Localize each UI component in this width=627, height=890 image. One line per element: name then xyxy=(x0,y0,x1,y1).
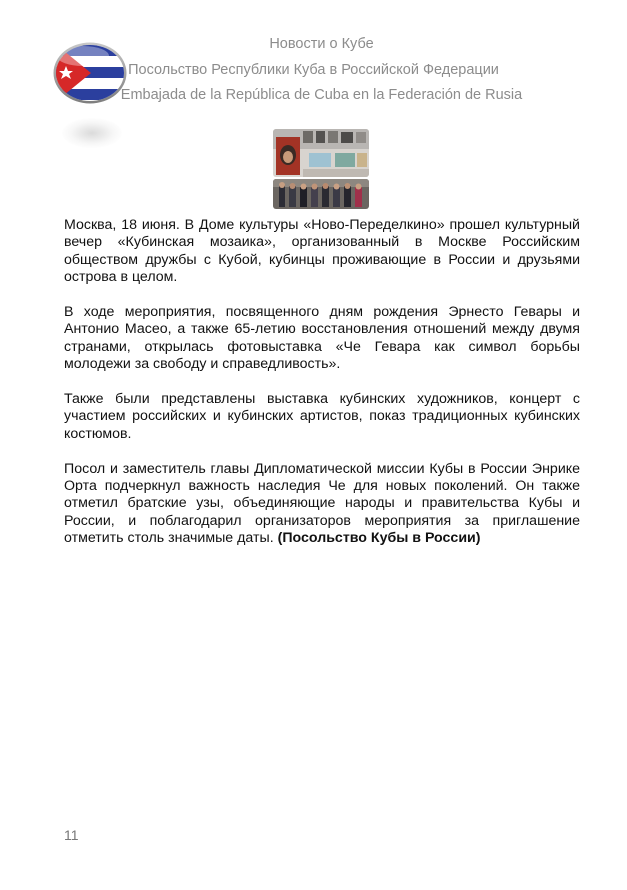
article-paragraph-3: Также были представлены выставка кубинских художников, концерт с участием российских и кубинских артистов, показ традиционных кубинских костюмов. xyxy=(64,391,580,442)
header-title: Новости о Кубе xyxy=(269,36,374,52)
page-number: 11 xyxy=(64,827,79,843)
exhibition-photo xyxy=(273,129,369,177)
article-paragraph-4 xyxy=(64,461,580,548)
article-body xyxy=(64,217,580,565)
header-embassy-ru: Посольство Республики Куба в Российской Федерации xyxy=(128,62,499,78)
logo-shadow xyxy=(62,118,122,148)
article-source: (Посольство Кубы в России) xyxy=(277,530,481,547)
header-embassy-es: Embajada de la República de Cuba en la Federación de Rusia xyxy=(120,87,523,103)
article-paragraph-2: В ходе мероприятия, посвященного дням рождения Эрнесто Гевары и Антонио Масео, а также 65-летию восстановления отношений между двумя странами, открылась фотовыставка «Че Гевара как символ борьбы молодежи за свободу и справедливость». xyxy=(64,304,580,373)
group-photo xyxy=(273,179,369,209)
article-paragraph-1: Москва, 18 июня. В Доме культуры «Ново-Переделкино» прошел культурный вечер «Кубинская мозаика», организованный в Москве Российским обществом дружбы с Кубой, кубинцы проживающие в России и друзьями острова в целом. xyxy=(64,217,580,286)
article-paragraph-4-text: Посол и заместитель главы Дипломатической миссии Кубы в России Энрике Орта подчеркнул важность наследия Че для новых поколений. Он также отметил братские узы, объединяющие народы и правительства Кубы и России, и поблагодарил организаторов мероприятия за приглашение отметить столь значимые даты. xyxy=(64,460,580,547)
